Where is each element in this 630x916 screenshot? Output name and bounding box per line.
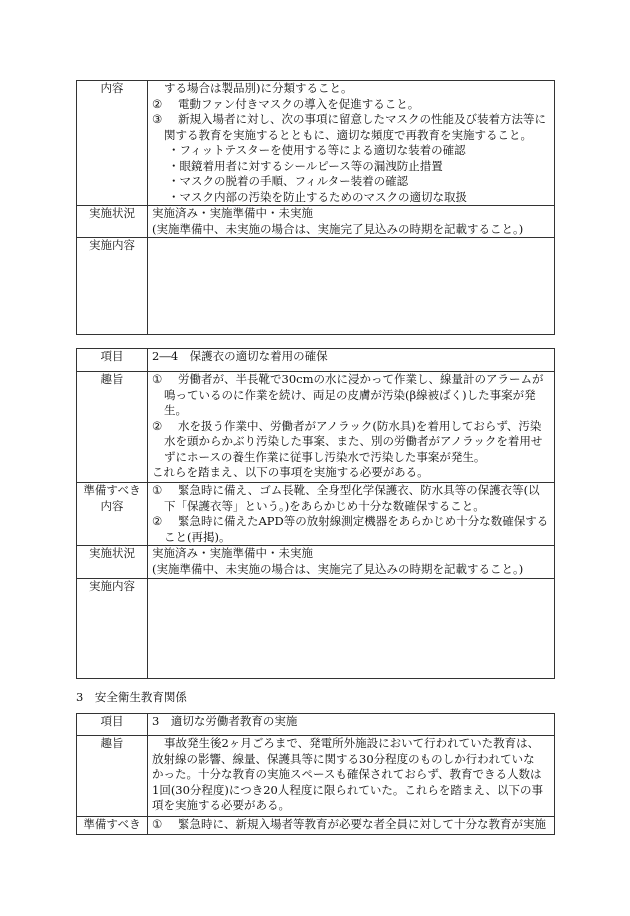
row-label: 準備すべき 内容: [77, 483, 148, 546]
text-line: [152, 97, 551, 113]
item-cell: [148, 349, 555, 372]
row-label: 項目: [77, 714, 148, 736]
line-text: ずにホースの養生作業に従事し汚染水で汚染した事案が発生。: [164, 449, 486, 464]
row-label: 趣旨: [77, 736, 148, 817]
list-marker: ②: [152, 514, 163, 528]
text-line: [152, 81, 551, 97]
line-text: (実施準備中、未実施の場合は、実施完了見込みの時期を記載すること。): [152, 561, 524, 576]
line-text: 生。: [164, 403, 187, 417]
text-line: [152, 434, 551, 450]
row-preparation: [77, 483, 555, 546]
preparation-cell: [148, 483, 555, 546]
line-text: 水を頭からかぶり汚染した事案、また、別の労働者がアノラックを着用せ: [164, 434, 543, 448]
text-line: [152, 767, 551, 783]
line-text: 緊急時に備えたAPD等の放射線測定機器をあらかじめ十分な数確保する: [178, 514, 549, 528]
text-line: [152, 514, 551, 530]
row-label: 実施内容: [77, 579, 148, 679]
status-cell: [148, 206, 555, 238]
row-preparation: [77, 817, 555, 835]
line-text: 3 適切な労働者教育の実施: [152, 714, 298, 728]
line-text: 下「保護衣等」という。)をあらかじめ十分な数確保すること。: [164, 498, 485, 513]
line-text: 電動ファン付きマスクの導入を促進すること。: [178, 96, 420, 111]
row-status: [77, 546, 555, 579]
list-marker: ①: [152, 817, 163, 831]
text-line: [152, 530, 551, 546]
text-line: [152, 159, 551, 175]
row-item: [77, 349, 555, 372]
text-line: [152, 143, 551, 159]
line-text: ・眼鏡着用者に対するシールピース等の漏洩防止措置: [168, 158, 443, 173]
mask-table: [76, 80, 555, 335]
text-line: [152, 783, 551, 799]
text-line: [152, 562, 551, 578]
section-heading: 3 安全衛生教育関係: [76, 690, 187, 704]
row-label: 準備すべき: [77, 817, 148, 835]
line-text: 緊急時に、新規入場者等教育が必要な者全員に対して十分な教育が実施: [178, 817, 546, 831]
list-marker: ①: [152, 483, 163, 497]
details-input-area[interactable]: [148, 579, 555, 679]
preparation-cell: [148, 817, 555, 835]
row-label: 実施状況: [77, 546, 148, 579]
text-line: [152, 465, 551, 481]
row-purpose: [77, 372, 555, 483]
line-text: 鳴っているのに作業を続け、両足の皮膚が汚染(β線被ばく)した事案が発: [164, 387, 536, 402]
text-line: [152, 714, 551, 730]
line-text: 1回(30分程度)につき20人程度に限られていた。これらを踏まえ、以下の事: [152, 782, 544, 797]
text-line: [152, 112, 551, 128]
text-line: [152, 798, 551, 814]
line-text: (実施準備中、未実施の場合は、実施完了見込みの時期を記載すること。): [152, 221, 524, 236]
line-text: ・フィットテスターを使用する等による適切な装着の確認: [168, 143, 466, 157]
purpose-cell: [148, 736, 555, 817]
text-line: [152, 128, 551, 144]
line-text: する場合は製品別)に分類すること。: [164, 81, 353, 95]
line-text: 事故発生後2ヶ月ごろまで、発電所外施設において行われていた教育は、: [164, 736, 540, 750]
line-text: 新規入場者に対し、次の事項に留意したマスクの性能及び装着方法等に: [178, 112, 546, 126]
text-line: [152, 450, 551, 466]
text-line: [152, 483, 551, 499]
line-text: 実施済み・実施準備中・未実施: [152, 206, 313, 220]
text-line: [152, 403, 551, 419]
line-text: 実施済み・実施準備中・未実施: [152, 546, 313, 560]
text-line: [152, 499, 551, 515]
item-cell: [148, 714, 555, 736]
text-line: [152, 736, 551, 752]
list-marker: ①: [152, 372, 163, 386]
text-line: [152, 222, 551, 238]
text-line: [152, 817, 551, 833]
worker-education-table: [76, 713, 555, 835]
line-text: 関する教育を実施するとともに、適切な頻度で再教育を実施すること。: [164, 127, 532, 142]
line-text: ・マスクの脱着の手順、フィルター装着の確認: [168, 174, 409, 188]
line-text: こと(再掲)。: [164, 529, 231, 544]
text-line: [152, 206, 551, 222]
list-marker: ②: [152, 418, 163, 433]
line-text: 労働者が、半長靴で30cmの水に浸かって作業し、線量計のアラームが: [178, 372, 544, 386]
text-line: [152, 419, 551, 435]
text-line: [152, 349, 551, 365]
list-marker: ②: [152, 96, 163, 111]
line-text: 放射線の影響、線量、保護具等に関する30分程度のものしか行われていな: [152, 751, 535, 766]
protective-clothing-table: [76, 348, 555, 679]
text-line: [152, 190, 551, 206]
row-details: [77, 238, 555, 335]
row-label: 項目: [77, 349, 148, 372]
line-text: これらを踏まえ、以下の事項を実施する必要がある。: [152, 465, 429, 479]
row-label: 趣旨: [77, 372, 148, 483]
details-input-area[interactable]: [148, 238, 555, 335]
row-purpose: [77, 736, 555, 817]
text-line: [152, 372, 551, 388]
row-item: [77, 714, 555, 736]
line-text: 緊急時に備え、ゴム長靴、全身型化学保護衣、防水具等の保護衣等(以: [178, 483, 540, 497]
purpose-cell: [148, 372, 555, 483]
line-text: ・マスク内部の汚染を防止するためのマスクの適切な取扱: [168, 189, 467, 204]
row-status: [77, 206, 555, 238]
text-line: [152, 388, 551, 404]
text-line: [152, 174, 551, 190]
row-label: 実施状況: [77, 206, 148, 238]
row-content: [77, 81, 555, 206]
line-text: 項を実施する必要がある。: [152, 798, 290, 812]
row-content-cell: [148, 81, 555, 206]
line-text: かった。十分な教育の実施スペースも確保されておらず、教育できる人数は: [152, 767, 542, 781]
text-line: [152, 752, 551, 768]
line-text: 2―4 保護衣の適切な着用の確保: [152, 349, 328, 363]
list-marker: ③: [152, 112, 163, 126]
row-label: 内容: [77, 81, 148, 206]
text-line: [152, 546, 551, 562]
row-label: 実施内容: [77, 238, 148, 335]
status-cell: [148, 546, 555, 579]
row-details: [77, 579, 555, 679]
line-text: 水を扱う作業中、労働者がアノラック(防水具)を着用しておらず、汚染: [178, 418, 542, 433]
